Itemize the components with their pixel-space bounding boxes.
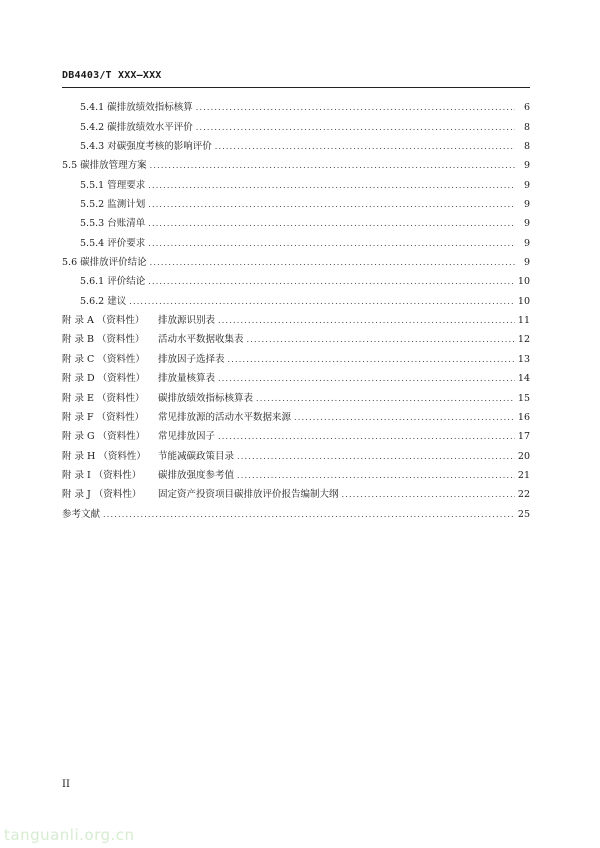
toc-leader-dots	[196, 122, 515, 134]
toc-entry-title	[62, 354, 225, 366]
table-of-contents	[62, 95, 530, 521]
toc-leader-dots	[228, 354, 515, 366]
toc-entry-title	[80, 296, 126, 308]
toc-entry-title	[62, 315, 215, 327]
toc-appendix-entry[interactable]	[62, 424, 530, 443]
watermark: tanguanli.org.cn	[4, 826, 135, 844]
toc-entry-number: 5.6.1	[80, 276, 105, 288]
toc-appendix-entry[interactable]	[62, 405, 530, 424]
toc-entry-text: 建议	[107, 295, 127, 307]
toc-page-number: 9	[523, 218, 530, 230]
page-number: II	[62, 779, 70, 790]
toc-page-number: 13	[517, 353, 530, 365]
toc-entry-title	[80, 122, 193, 134]
appendix-prefix: 附 录 D （资料性）	[62, 373, 146, 385]
appendix-title: 碳排放绩效指标核算表	[158, 392, 254, 404]
toc-leader-dots	[256, 393, 515, 405]
appendix-prefix: 附 录 E （资料性）	[62, 392, 145, 404]
toc-leader-dots	[218, 373, 515, 385]
toc-entry-title	[62, 451, 234, 463]
toc-entry-number: 5.5	[62, 160, 78, 172]
toc-leader-dots	[129, 296, 515, 308]
toc-page-number: 11	[517, 315, 530, 327]
toc-page-number: 9	[523, 160, 530, 172]
appendix-title: 常见排放因子	[158, 431, 216, 443]
toc-page-number: 21	[517, 469, 530, 481]
toc-page-number: 10	[517, 295, 530, 307]
toc-leader-dots	[247, 334, 515, 346]
header-rule	[62, 87, 530, 88]
toc-entry[interactable]	[62, 192, 530, 211]
toc-appendix-entry[interactable]	[62, 482, 530, 501]
toc-appendix-entry[interactable]	[62, 443, 530, 462]
references-title: 参考文献	[62, 508, 101, 520]
toc-leader-dots	[148, 238, 515, 250]
toc-page-number: 6	[523, 102, 530, 114]
toc-page-number: 8	[523, 141, 530, 153]
appendix-prefix: 附 录 B （资料性）	[62, 334, 145, 346]
toc-entry-text: 碳排放绩效指标核算	[107, 102, 193, 114]
toc-entry-title	[62, 373, 215, 385]
toc-leader-dots	[150, 160, 515, 172]
toc-entry-number: 5.6	[62, 257, 78, 269]
toc-references-entry[interactable]	[62, 501, 530, 520]
toc-page-number: 15	[517, 392, 530, 404]
toc-entry-title	[62, 489, 339, 501]
toc-entry[interactable]	[62, 153, 530, 172]
toc-leader-dots	[215, 141, 515, 153]
toc-entry[interactable]	[62, 95, 530, 114]
toc-entry-title	[62, 334, 244, 346]
toc-entry-text: 碳排放绩效水平评价	[107, 121, 193, 133]
toc-leader-dots	[148, 218, 515, 230]
toc-page-number: 17	[517, 431, 530, 443]
appendix-title: 排放量核算表	[158, 373, 216, 385]
toc-entry-number: 5.6.2	[80, 295, 105, 307]
appendix-title: 排放源识别表	[158, 315, 216, 327]
appendix-title: 常见排放源的活动水平数据来源	[158, 411, 292, 423]
appendix-title: 碳排放强度参考值	[158, 469, 235, 481]
toc-entry[interactable]	[62, 172, 530, 191]
toc-appendix-entry[interactable]	[62, 366, 530, 385]
toc-entry-title	[80, 180, 145, 192]
appendix-prefix: 附 录 A （资料性）	[62, 315, 145, 327]
toc-entry[interactable]	[62, 269, 530, 288]
toc-appendix-entry[interactable]	[62, 385, 530, 404]
appendix-prefix: 附 录 C （资料性）	[62, 353, 145, 365]
toc-entry[interactable]	[62, 114, 530, 133]
toc-page-number: 8	[523, 121, 530, 133]
toc-entry-text: 碳排放管理方案	[80, 160, 147, 172]
toc-appendix-entry[interactable]	[62, 463, 530, 482]
toc-entry-title	[80, 276, 145, 288]
toc-entry-number: 5.5.3	[80, 218, 105, 230]
toc-page-number: 20	[517, 450, 530, 462]
toc-leader-dots	[148, 199, 515, 211]
toc-entry-title	[62, 160, 147, 172]
toc-page-number: 12	[517, 334, 530, 346]
toc-entry-number: 5.4.1	[80, 102, 105, 114]
toc-entry-text: 台账清单	[107, 218, 146, 230]
toc-appendix-entry[interactable]	[62, 327, 530, 346]
toc-page-number: 16	[517, 411, 530, 423]
toc-leader-dots	[218, 315, 515, 327]
toc-leader-dots	[148, 276, 515, 288]
toc-page-number: 9	[523, 237, 530, 249]
toc-entry-title	[80, 141, 212, 153]
appendix-title: 活动水平数据收集表	[158, 334, 244, 346]
toc-entry-title	[62, 431, 215, 443]
toc-entry-title	[80, 102, 193, 114]
toc-entry-title	[80, 218, 145, 230]
appendix-title: 排放因子选择表	[158, 353, 225, 365]
toc-leader-dots	[150, 257, 515, 269]
toc-entry-text: 评价要求	[107, 237, 146, 249]
toc-page-number: 9	[523, 179, 530, 191]
toc-entry-text: 对碳强度考核的影响评价	[107, 141, 212, 153]
toc-leader-dots	[342, 489, 515, 501]
toc-leader-dots	[196, 102, 515, 114]
toc-entry[interactable]	[62, 288, 530, 307]
toc-entry-title	[62, 393, 253, 405]
toc-leader-dots	[103, 509, 515, 521]
appendix-title: 节能减碳政策目录	[158, 450, 235, 462]
toc-entry[interactable]	[62, 134, 530, 153]
toc-entry[interactable]	[62, 211, 530, 230]
toc-leader-dots	[148, 180, 515, 192]
toc-leader-dots	[218, 431, 515, 443]
toc-page-number: 14	[517, 373, 530, 385]
toc-page-number: 10	[517, 276, 530, 288]
toc-page-number: 9	[523, 257, 530, 269]
appendix-prefix: 附 录 I （资料性）	[62, 469, 142, 481]
toc-entry-title	[80, 199, 145, 211]
toc-leader-dots	[237, 470, 515, 482]
toc-entry-text: 碳排放评价结论	[80, 257, 147, 269]
toc-entry-title	[62, 509, 100, 521]
toc-entry-title	[62, 412, 291, 424]
toc-entry-number: 5.4.2	[80, 121, 105, 133]
toc-page-number: 22	[517, 489, 530, 501]
toc-entry[interactable]	[62, 250, 530, 269]
toc-entry-text: 监测计划	[107, 199, 146, 211]
toc-leader-dots	[237, 451, 515, 463]
toc-appendix-entry[interactable]	[62, 346, 530, 365]
toc-entry[interactable]	[62, 230, 530, 249]
toc-entry-title	[62, 470, 234, 482]
document-code: DB4403/T XXX—XXX	[62, 70, 162, 81]
appendix-prefix: 附 录 H （资料性）	[62, 450, 146, 462]
appendix-prefix: 附 录 J （资料性）	[62, 489, 142, 501]
appendix-title: 固定资产投资项目碳排放评价报告编制大纲	[158, 489, 339, 501]
appendix-prefix: 附 录 F （资料性）	[62, 411, 145, 423]
toc-appendix-entry[interactable]	[62, 308, 530, 327]
toc-leader-dots	[294, 412, 515, 424]
toc-entry-number: 5.5.2	[80, 199, 105, 211]
toc-entry-text: 评价结论	[107, 276, 146, 288]
toc-entry-number: 5.5.1	[80, 179, 105, 191]
toc-entry-number: 5.4.3	[80, 141, 105, 153]
toc-entry-title	[80, 238, 145, 250]
toc-entry-text: 管理要求	[107, 179, 146, 191]
toc-entry-number: 5.5.4	[80, 237, 105, 249]
toc-entry-title	[62, 257, 147, 269]
toc-page-number: 25	[517, 508, 530, 520]
toc-page-number: 9	[523, 199, 530, 211]
appendix-prefix: 附 录 G （资料性）	[62, 431, 146, 443]
